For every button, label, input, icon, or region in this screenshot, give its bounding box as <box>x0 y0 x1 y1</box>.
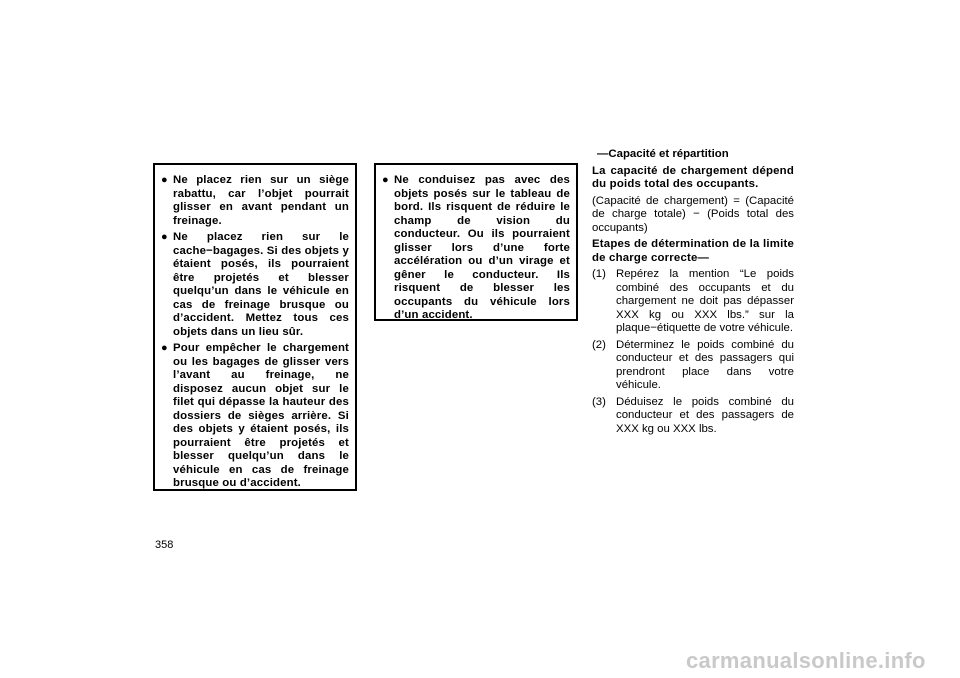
bullet-icon: ● <box>161 174 168 186</box>
page-number: 358 <box>155 539 174 551</box>
bullet-icon: ● <box>161 231 168 243</box>
watermark: carmanualsonline.info <box>686 648 926 673</box>
steps-heading: Etapes de détermination de la limite de charge correcte— <box>592 238 794 264</box>
intro-paragraph: La capacité de chargement dépend du poids total des occupants. <box>592 164 794 190</box>
step-text: Déterminez le poids combiné du conducteur et des passagers qui prendront place dans votre véhicule. <box>616 338 794 391</box>
warning-bullet <box>161 342 349 491</box>
bullet-icon: ● <box>161 342 168 354</box>
warning-bullet <box>382 174 570 323</box>
step-number: (1) <box>592 268 606 280</box>
step-item <box>592 339 794 393</box>
section-title: —Capacité et répartition <box>597 148 729 160</box>
warning-text: Ne conduisez pas avec des objets posés sur le tableau de bord. Ils risquent de réduire le champ de vision du conducteur. Ou ils pourraient glisser lors d’une forte accélération ou d’un virage et gêner le conducteur. Ils risquent de blesser les occupants du véhicule lors d’un accident. <box>394 174 570 321</box>
step-item <box>592 396 794 437</box>
bullet-icon: ● <box>382 174 389 186</box>
capacity-formula: (Capacité de chargement) = (Capacité de charge totale) − (Poids total des occupants) <box>592 194 794 234</box>
warning-bullet <box>161 231 349 339</box>
warning-text: Ne placez rien sur le cache−bagages. Si des objets y étaient posés, ils pourraient être projetés et blesser quelqu’un dans le véhicule en cas de freinage brusque ou d’accident. Mettez tous ces objets dans un lieu sûr. <box>173 231 349 338</box>
load-capacity-section <box>592 148 794 439</box>
warning-bullet <box>161 174 349 228</box>
step-text: Repérez la mention “Le poids combiné des occupants et du chargement ne doit pas dépasser XXX kg ou XXX lbs.” sur la plaque−étiquette de votre véhicule. <box>616 268 794 334</box>
step-number: (3) <box>592 395 606 408</box>
warning-text: Pour empêcher le chargement ou les bagages de glisser vers l’avant au freinage, ne disposez aucun objet sur le filet qui dépasse la hauteur des dossiers de sièges arrière. Si des objets y étaient posés, ils pourraient être projetés et blesser quelqu’un dans le véhicule en cas de freinage brusque ou d’accident. <box>173 342 349 489</box>
step-text: Déduisez le poids combiné du conducteur et des passagers de XXX kg ou XXX lbs. <box>616 395 794 435</box>
warning-box-middle <box>374 163 578 321</box>
warning-text: Ne placez rien sur un siège rabattu, car l’objet pourrait glisser en avant pendant un freinage. <box>173 174 349 227</box>
step-number: (2) <box>592 338 606 351</box>
warning-box-left <box>153 163 357 491</box>
step-item <box>592 268 794 336</box>
